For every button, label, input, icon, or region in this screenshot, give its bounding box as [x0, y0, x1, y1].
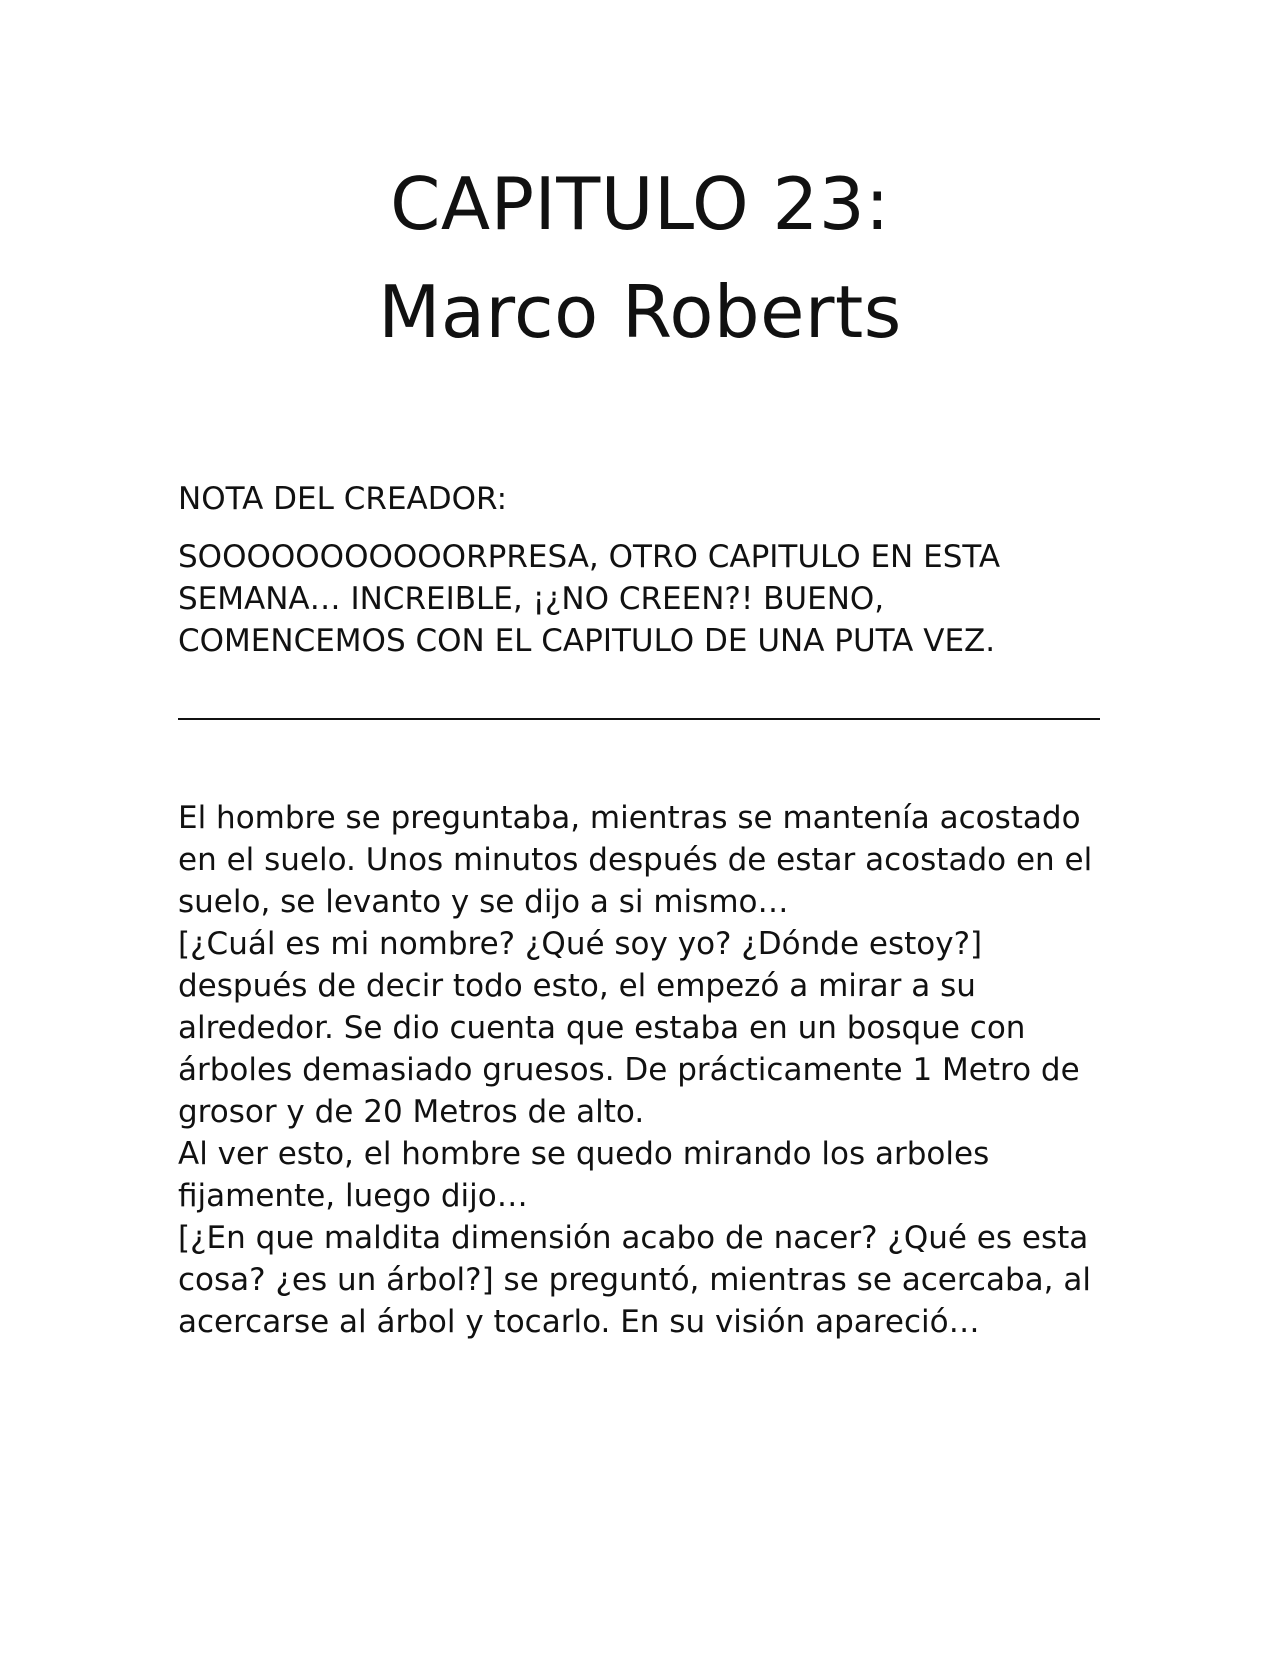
- section-divider: [178, 718, 1100, 720]
- creator-note-heading-text: NOTA DEL CREADOR:: [178, 481, 508, 517]
- story-paragraph: [¿Cuál es mi nombre? ¿Qué soy yo? ¿Dónde estoy?] después de decir todo esto, el empezó a mirar a su alrededor. Se dio cuenta que estaba en un bosque con árboles demasiado gruesos. De prácticamente 1 Metro de grosor y de 20 Metros de alto.: [178, 926, 1080, 1130]
- chapter-title: [0, 150, 1280, 366]
- chapter-number: CAPITULO 23:: [390, 162, 890, 246]
- story-body: [178, 797, 1100, 1343]
- story-paragraph: El hombre se preguntaba, mientras se mantenía acostado en el suelo. Unos minutos después de estar acostado en el suelo, se levanto y se dijo a si mismo…: [178, 800, 1093, 920]
- creator-note: [178, 536, 1100, 662]
- story-paragraph: [¿En que maldita dimensión acabo de nacer? ¿Qué es esta cosa? ¿es un árbol?] se preguntó, mientras se acercaba, al acercarse al árbol y tocarlo. En su visión apareció…: [178, 1220, 1091, 1340]
- story-paragraph: Al ver esto, el hombre se quedo mirando los arboles fijamente, luego dijo…: [178, 1136, 990, 1214]
- chapter-name: Marco Roberts: [378, 270, 902, 354]
- creator-note-heading: [178, 478, 1100, 520]
- creator-note-text: SOOOOOOOOOOORPRESA, OTRO CAPITULO EN ESTA SEMANA… INCREIBLE, ¡¿NO CREEN?! BUENO, COMENCEMOS CON EL CAPITULO DE UNA PUTA VEZ.: [178, 539, 1001, 659]
